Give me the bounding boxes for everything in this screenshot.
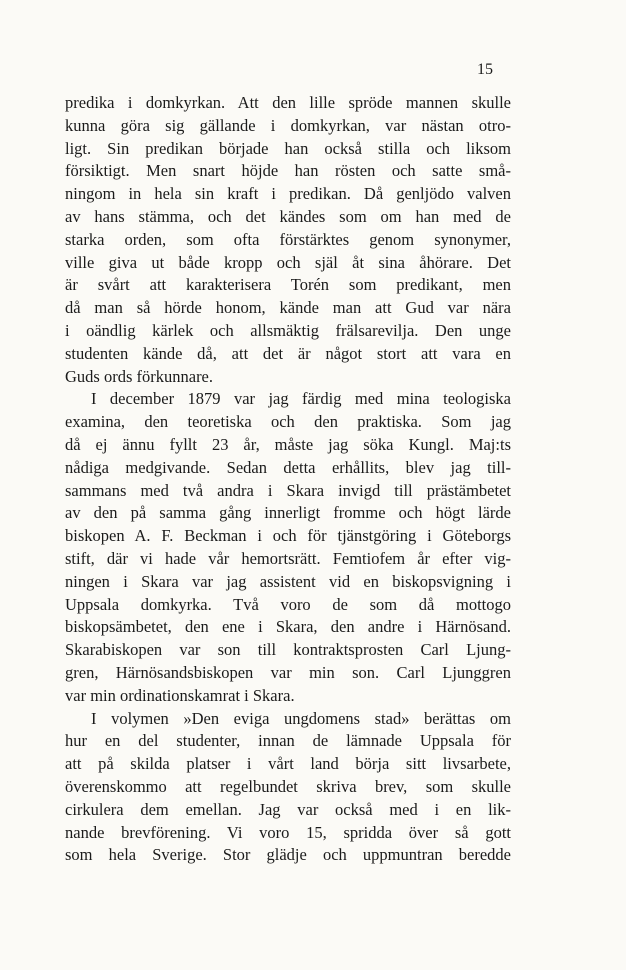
text-line: då ej ännu fyllt 23 år, måste jag söka Kungl. Maj:ts: [65, 434, 511, 454]
text-line: av hans stämma, och det kändes som om han med de: [65, 206, 511, 226]
paragraph: [65, 92, 511, 388]
text-line: överenskommo att regelbundet skriva brev, som skulle: [65, 776, 511, 796]
text-line: ville giva ut både kropp och själ åt sina åhörare. Det: [65, 252, 511, 272]
text-line: biskopen A. F. Beckman i och för tjänstgöring i Göteborgs: [65, 526, 511, 546]
text-line: stift, där vi hade vår hemortsrätt. Femtiofem år efter vig-: [65, 548, 511, 568]
paragraph: [65, 708, 511, 868]
text-line: ningen i Skara var jag assistent vid en biskopsvigning i: [65, 571, 511, 591]
text-line: ningom in hela sin kraft i predikan. Då genljödo valven: [65, 184, 511, 204]
text-line: i oändlig kärlek och allsmäktig frälsarevilja. Den unge: [65, 320, 511, 340]
text-line: biskopsämbetet, den ene i Skara, den andre i Härnösand.: [65, 617, 511, 637]
text-line: som hela Sverige. Stor glädje och uppmuntran beredde: [65, 845, 511, 865]
text-line: sammans med två andra i Skara invigd till prästämbetet: [65, 480, 511, 500]
body-text: [65, 92, 511, 867]
text-line: gren, Härnösandsbiskopen var min son. Carl Ljunggren: [65, 662, 511, 682]
text-line: nådiga medgivande. Sedan detta erhållits, blev jag till-: [65, 457, 511, 477]
text-line: studenten kände då, att det är något stort att vara en: [65, 343, 511, 363]
text-line: av den på samma gång innerligt fromme och högt lärde: [65, 503, 511, 523]
text-line: kunna göra sig gällande i domkyrkan, var nästan otro-: [65, 115, 511, 135]
page-number: 15: [477, 61, 493, 78]
text-line: starka orden, som ofta förstärktes genom synonymer,: [65, 229, 511, 249]
text-line: Guds ords förkunnare.: [65, 366, 214, 386]
text-line: I december 1879 var jag färdig med mina teologiska: [91, 389, 511, 409]
text-line: Uppsala domkyrka. Två voro de som då mottogo: [65, 594, 511, 614]
text-line: att på skilda platser i vårt land börja sitt livsarbete,: [65, 754, 511, 774]
text-line: predika i domkyrkan. Att den lille spröde mannen skulle: [65, 93, 511, 112]
text-line: ligt. Sin predikan började han också stilla och liksom: [65, 138, 511, 158]
text-line: hur en del studenter, innan de lämnade Uppsala för: [65, 731, 511, 751]
text-line: cirkulera dem emellan. Jag var också med i en lik-: [65, 799, 511, 819]
paragraph: [65, 388, 511, 707]
text-line: var min ordinationskamrat i Skara.: [65, 685, 295, 705]
text-line: I volymen »Den eviga ungdomens stad» berättas om: [91, 708, 511, 728]
text-line: är svårt att karakterisera Torén som predikant, men: [65, 275, 511, 295]
text-line: examina, den teoretiska och den praktiska. Som jag: [65, 412, 511, 432]
text-line: då man så hörde honom, kände man att Gud var nära: [65, 298, 511, 318]
text-line: nande brevförening. Vi voro 15, spridda över så gott: [65, 822, 511, 842]
text-line: Skarabiskopen var son till kontraktsprosten Carl Ljung-: [65, 640, 511, 660]
text-line: försiktigt. Men snart höjde han rösten och satte små-: [65, 161, 511, 181]
